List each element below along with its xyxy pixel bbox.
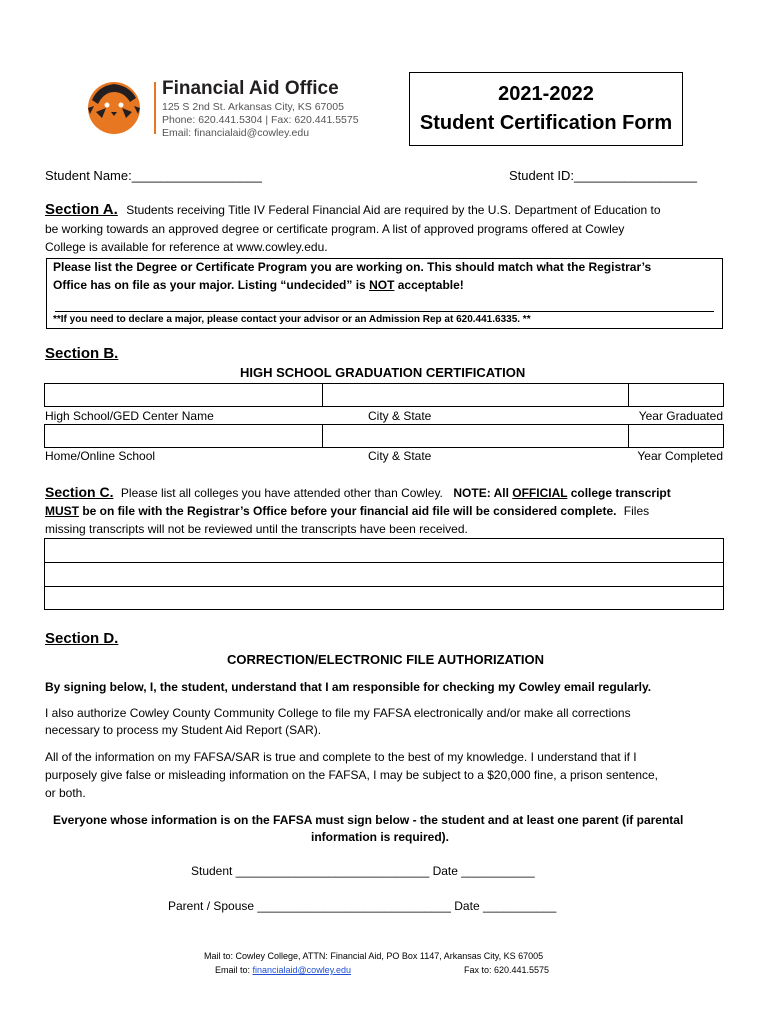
home-school-label: Home/Online School xyxy=(45,449,156,463)
student-id-field[interactable]: Student ID:_________________ xyxy=(509,168,697,183)
student-signature-line[interactable]: Student _____________________________ Date ___________ xyxy=(191,864,535,878)
degree-box-instruction-1: Please list the Degree or Certificate Program you are working on. This should match what the Registrar’s xyxy=(53,260,652,274)
form-title: Student Certification Form xyxy=(419,112,673,134)
office-logo-block xyxy=(84,78,384,138)
college-input-row-2[interactable] xyxy=(45,563,723,587)
degree-box-instruction-2: Office has on file as your major. Listing “undecided” is NOT acceptable! xyxy=(53,278,464,292)
signature-instruction-1: Everyone whose information is on the FAFSA must sign below - the student and at least one parent (if parental xyxy=(53,813,684,827)
parent-signature-line[interactable]: Parent / Spouse _____________________________ Date ___________ xyxy=(168,899,557,913)
section-b-heading: HIGH SCHOOL GRADUATION CERTIFICATION xyxy=(240,365,526,380)
section-c-line1 xyxy=(45,484,671,502)
form-title-box xyxy=(409,72,683,146)
logo-divider xyxy=(154,82,156,134)
year-graduated-input[interactable] xyxy=(629,384,723,406)
declare-major-note: **If you need to declare a major, please contact your advisor or an Admission Rep at 620.441.6335. ** xyxy=(53,314,531,325)
office-address: 125 S 2nd St. Arkansas City, KS 67005 xyxy=(162,101,344,113)
high-school-city-label: City & State xyxy=(368,409,432,423)
section-a-text-1: Students receiving Title IV Federal Financial Aid are required by the U.S. Department of Education to xyxy=(126,203,661,217)
office-email: Email: financialaid@cowley.edu xyxy=(162,127,310,139)
degree-program-box xyxy=(46,258,723,329)
college-input-row-1[interactable] xyxy=(45,539,723,563)
form-year: 2021-2022 xyxy=(498,83,594,105)
year-graduated-label: Year Graduated xyxy=(638,409,723,423)
year-completed-input[interactable] xyxy=(629,425,723,447)
section-c-text-1: Please list all colleges you have attended other than Cowley. xyxy=(120,486,443,500)
email-to-line xyxy=(215,965,351,975)
home-school-input-row xyxy=(44,424,724,448)
section-a-line1 xyxy=(45,201,661,219)
section-a-label: Section A. xyxy=(45,201,118,218)
high-school-name-label: High School/GED Center Name xyxy=(45,409,214,423)
home-school-name-input[interactable] xyxy=(45,425,323,447)
section-d-label: Section D. xyxy=(45,630,119,647)
section-c-note: NOTE: All OFFICIAL college transcript xyxy=(453,486,671,500)
financial-aid-email-link[interactable]: financialaid@cowley.edu xyxy=(252,965,352,975)
authorization-text-1: I also authorize Cowley County Community College to file my FAFSA electronically and/or make all corrections xyxy=(45,706,631,720)
section-a-text-2: be working towards an approved degree or certificate program. A list of approved programs offered at Cowley xyxy=(45,222,625,236)
student-name-field[interactable]: Student Name:__________________ xyxy=(45,168,262,183)
section-c-line2: MUST be on file with the Registrar’s Office before your financial aid file will be considered complete. Files xyxy=(45,504,650,518)
email-to-label: Email to: xyxy=(215,965,253,975)
tiger-logo-icon xyxy=(84,78,146,136)
office-phone-fax: Phone: 620.441.5304 | Fax: 620.441.5575 xyxy=(162,114,359,126)
section-d-heading: CORRECTION/ELECTRONIC FILE AUTHORIZATION xyxy=(227,652,545,667)
signature-instruction-2: information is required). xyxy=(311,830,450,844)
home-school-city-input[interactable] xyxy=(323,425,629,447)
degree-program-input-line[interactable] xyxy=(55,311,714,312)
authorization-text-2: necessary to process my Student Aid Report (SAR). xyxy=(45,723,322,737)
section-b-label: Section B. xyxy=(45,345,119,362)
certification-text-1: All of the information on my FAFSA/SAR is true and complete to the best of my knowledge. I understand that if I xyxy=(45,750,637,764)
certification-text-2: purposely give false or misleading information on the FAFSA, I may be subject to a $20,000 fine, a prison sentence, xyxy=(45,768,659,782)
section-c-label: Section C. xyxy=(45,484,114,500)
email-responsibility-statement: By signing below, I, the student, understand that I am responsible for checking my Cowley email regularly. xyxy=(45,680,652,694)
college-input-row-3[interactable] xyxy=(45,587,723,611)
section-c-line3: missing transcripts will not be reviewed until the transcripts have been received. xyxy=(45,522,468,536)
certification-text-3: or both. xyxy=(45,786,86,800)
section-a-text-3: College is available for reference at www.cowley.edu. xyxy=(45,240,328,254)
colleges-attended-table xyxy=(44,538,724,610)
high-school-input-row xyxy=(44,383,724,407)
home-school-city-label: City & State xyxy=(368,449,432,463)
office-name: Financial Aid Office xyxy=(162,78,339,99)
high-school-name-input[interactable] xyxy=(45,384,323,406)
high-school-city-input[interactable] xyxy=(323,384,629,406)
year-completed-label: Year Completed xyxy=(637,449,723,463)
mail-to-address: Mail to: Cowley College, ATTN: Financial Aid, PO Box 1147, Arkansas City, KS 67005 xyxy=(204,951,544,961)
fax-to-line: Fax to: 620.441.5575 xyxy=(464,965,550,975)
